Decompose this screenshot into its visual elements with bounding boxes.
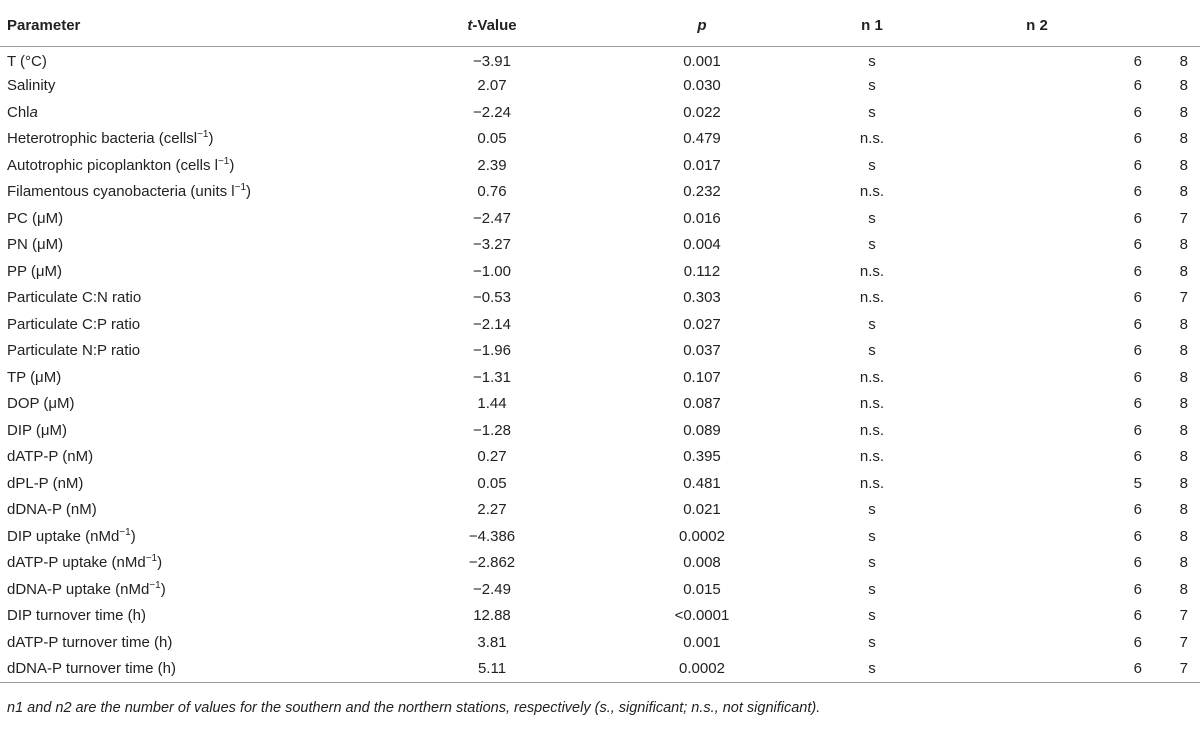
- cell-n2: 8: [1179, 368, 1188, 386]
- table-row: [0, 46, 1200, 73]
- cell-significance: n.s.: [859, 289, 885, 307]
- cell-t-value: −2.14: [473, 315, 511, 333]
- cell-n2: 8: [1179, 580, 1188, 598]
- table-row: [0, 126, 1200, 153]
- table-body: [0, 46, 1200, 682]
- table-row: [0, 497, 1200, 524]
- table-row: [0, 73, 1200, 100]
- header-parameter: Parameter: [0, 6, 392, 46]
- cell-t-value: 5.11: [392, 656, 592, 683]
- cell-parameter: Particulate C:N ratio: [7, 289, 142, 307]
- cell-n2: 7: [1142, 656, 1200, 683]
- cell-n2: 8: [1179, 53, 1188, 70]
- cell-p-value: 0.015: [683, 580, 721, 598]
- cell-n1: 6: [1133, 262, 1142, 280]
- cell-n1: 6: [1133, 554, 1142, 572]
- cell-parameter: Filamentous cyanobacteria (units $l^{-1}$): [7, 182, 252, 201]
- cell-n2: 8: [1179, 554, 1188, 572]
- cell-n1: 6: [1133, 448, 1142, 466]
- cell-p-value: 0.008: [683, 554, 721, 572]
- cell-n2: 8: [1179, 315, 1188, 333]
- cell-p-value: 0.022: [683, 103, 721, 121]
- cell-n1: 6: [1133, 183, 1142, 201]
- cell-n2: 7: [1179, 607, 1188, 625]
- cell-t-value: −1.96: [473, 342, 511, 360]
- cell-significance: s: [868, 342, 876, 360]
- cell-n1: 6: [1133, 342, 1142, 360]
- cell-n2: 8: [1179, 448, 1188, 466]
- table-row: [0, 232, 1200, 259]
- cell-n1: 6: [1133, 580, 1142, 598]
- cell-p-value: 0.037: [683, 342, 721, 360]
- cell-n1: 6: [1133, 209, 1142, 227]
- table-row: [0, 576, 1200, 603]
- cell-t-value: 0.27: [477, 448, 507, 466]
- cell-p-value: 0.089: [683, 421, 721, 439]
- cell-t-value: −3.27: [473, 236, 511, 254]
- cell-significance: n.s.: [859, 368, 885, 386]
- cell-significance: n.s.: [859, 130, 885, 148]
- table-row: [0, 285, 1200, 312]
- table-row: [0, 205, 1200, 232]
- cell-n1: 6: [1133, 53, 1142, 70]
- table-row: [0, 629, 1200, 656]
- cell-n2: 8: [1179, 183, 1188, 201]
- cell-p-value: 0.027: [683, 315, 721, 333]
- table-footnote: n1 and n2 are the number of values for the southern and the northern stations, respectively (s., significant; n.s., not significant).: [7, 700, 821, 716]
- cell-n1: 6: [1133, 315, 1142, 333]
- cell-significance: s: [868, 633, 876, 651]
- cell-p-value: 0.232: [683, 183, 721, 201]
- cell-p-value: 0.479: [683, 130, 721, 148]
- cell-p-value: 0.303: [683, 289, 721, 307]
- cell-n1: 6: [1133, 607, 1142, 625]
- cell-significance: s: [868, 501, 876, 519]
- header-blank: [1142, 6, 1200, 46]
- cell-t-value: 2.39: [477, 156, 507, 174]
- cell-n1: 6: [1133, 130, 1142, 148]
- cell-significance: s: [868, 607, 876, 625]
- cell-p-value: 0.395: [683, 448, 721, 466]
- cell-n2: 7: [1179, 633, 1188, 651]
- cell-significance: s: [868, 53, 876, 70]
- cell-p-value: 0.0002: [679, 527, 725, 545]
- cell-n1: 6: [1133, 368, 1142, 386]
- table-row: [0, 391, 1200, 418]
- table-header-row: [0, 6, 1200, 46]
- cell-significance: s: [812, 656, 932, 683]
- cell-significance: n.s.: [859, 395, 885, 413]
- cell-t-value: 3.81: [477, 633, 507, 651]
- cell-p-value: 0.001: [683, 53, 721, 70]
- cell-p-value: 0.016: [683, 209, 721, 227]
- cell-significance: s: [868, 77, 876, 95]
- cell-t-value: −2.49: [473, 580, 511, 598]
- cell-p-value: 0.004: [683, 236, 721, 254]
- cell-p-value: 0.021: [683, 501, 721, 519]
- cell-t-value: 0.05: [477, 474, 507, 492]
- cell-t-value: −4.386: [468, 527, 516, 545]
- cell-n2: 8: [1179, 501, 1188, 519]
- cell-parameter: TP (μM): [7, 368, 62, 386]
- header-n2: n 2: [932, 6, 1142, 46]
- cell-n1: 6: [1133, 156, 1142, 174]
- cell-t-value: −1.00: [473, 262, 511, 280]
- cell-parameter: dDNA-P uptake (nMd$^{-1}$): [7, 579, 166, 598]
- cell-n2: 8: [1179, 421, 1188, 439]
- cell-significance: n.s.: [859, 474, 885, 492]
- cell-significance: n.s.: [859, 262, 885, 280]
- cell-n2: 8: [1179, 77, 1188, 95]
- cell-n2: 8: [1179, 395, 1188, 413]
- cell-p-value: 0.017: [683, 156, 721, 174]
- cell-parameter: Heterotrophic bacteria (cellsl$^{-1}$): [7, 129, 214, 148]
- cell-n2: 8: [1179, 130, 1188, 148]
- cell-p-value: 0.001: [683, 633, 721, 651]
- cell-significance: s: [868, 315, 876, 333]
- cell-n1: 6: [1133, 633, 1142, 651]
- cell-t-value: 1.44: [477, 395, 507, 413]
- cell-n1: 6: [1133, 77, 1142, 95]
- table-row: [0, 311, 1200, 338]
- cell-significance: s: [868, 580, 876, 598]
- cell-significance: s: [868, 236, 876, 254]
- cell-n1: 6: [1133, 236, 1142, 254]
- cell-t-value: 2.07: [477, 77, 507, 95]
- cell-t-value: 2.27: [477, 501, 507, 519]
- cell-significance: s: [868, 554, 876, 572]
- cell-parameter: T (°C): [7, 53, 47, 70]
- table-row: [0, 99, 1200, 126]
- table-row: [0, 338, 1200, 365]
- cell-t-value: 0.05: [477, 130, 507, 148]
- cell-t-value: −1.28: [473, 421, 511, 439]
- cell-t-value: 0.76: [477, 183, 507, 201]
- cell-parameter: Particulate C:P ratio: [7, 315, 141, 333]
- cell-n1: 6: [1133, 421, 1142, 439]
- cell-n2: 8: [1179, 103, 1188, 121]
- cell-n1: 6: [1133, 289, 1142, 307]
- cell-parameter: dATP-P turnover time (h): [7, 633, 173, 651]
- cell-n2: 7: [1179, 289, 1188, 307]
- cell-n1: 5: [1133, 474, 1142, 492]
- cell-n1: 6: [1133, 103, 1142, 121]
- table-row: [0, 656, 1200, 683]
- cell-parameter: dPL-P (nM): [7, 474, 84, 492]
- statistics-table: [0, 6, 1200, 683]
- cell-n1: 6: [1133, 395, 1142, 413]
- cell-significance: n.s.: [859, 183, 885, 201]
- table-row: [0, 603, 1200, 630]
- cell-parameter: Chla: [7, 103, 38, 121]
- cell-p-value: 0.107: [683, 368, 721, 386]
- cell-significance: n.s.: [859, 448, 885, 466]
- cell-p-value: <0.0001: [674, 607, 730, 625]
- cell-parameter: dATP-P (nM): [7, 448, 94, 466]
- cell-p-value: 0.112: [683, 262, 721, 280]
- cell-parameter: PP (μM): [7, 262, 63, 280]
- cell-t-value: 12.88: [473, 607, 511, 625]
- table-row: [0, 417, 1200, 444]
- cell-parameter: DIP turnover time (h): [7, 607, 146, 625]
- cell-t-value: −2.862: [468, 554, 516, 572]
- table-row: [0, 550, 1200, 577]
- cell-n2: 8: [1179, 342, 1188, 360]
- header-n1: n 1: [812, 6, 932, 46]
- cell-n2: 8: [1179, 156, 1188, 174]
- cell-parameter: DIP uptake (nMd$^{-1}$): [7, 526, 136, 545]
- cell-p-value: 0.481: [683, 474, 721, 492]
- cell-t-value: −3.91: [473, 53, 511, 70]
- header-p: [592, 6, 812, 46]
- cell-p-value: 0.087: [683, 395, 721, 413]
- header-p-italic: p: [697, 17, 707, 35]
- cell-n1: 6: [1133, 527, 1142, 545]
- cell-parameter: dDNA-P turnover time (h): [0, 656, 392, 683]
- header-t-value: [392, 6, 592, 46]
- cell-n1: 6: [932, 656, 1142, 683]
- header-t-suffix: -Value: [472, 17, 517, 35]
- cell-significance: n.s.: [859, 421, 885, 439]
- cell-parameter: Particulate N:P ratio: [7, 342, 141, 360]
- cell-significance: s: [868, 527, 876, 545]
- cell-parameter: DIP (μM): [7, 421, 68, 439]
- table-row: [0, 444, 1200, 471]
- cell-n2: 8: [1179, 527, 1188, 545]
- cell-p-value: 0.030: [683, 77, 721, 95]
- cell-parameter: dDNA-P (nM): [7, 501, 97, 519]
- cell-t-value: −0.53: [473, 289, 511, 307]
- cell-t-value: −2.24: [473, 103, 511, 121]
- header-t-italic: t: [467, 17, 473, 35]
- cell-n2: 7: [1179, 209, 1188, 227]
- cell-n1: 6: [1133, 501, 1142, 519]
- table-row: [0, 470, 1200, 497]
- cell-parameter: PC (μM): [7, 209, 64, 227]
- cell-parameter: DOP (μM): [7, 395, 75, 413]
- cell-significance: s: [868, 209, 876, 227]
- table-row: [0, 152, 1200, 179]
- table-row: [0, 179, 1200, 206]
- table-row: [0, 523, 1200, 550]
- cell-t-value: −2.47: [473, 209, 511, 227]
- cell-significance: s: [868, 156, 876, 174]
- cell-parameter: PN (μM): [7, 236, 64, 254]
- table-row: [0, 364, 1200, 391]
- cell-parameter: dATP-P uptake (nMd$^{-1}$): [7, 553, 163, 572]
- cell-significance: s: [868, 103, 876, 121]
- cell-n2: 8: [1179, 262, 1188, 280]
- cell-n2: 8: [1179, 474, 1188, 492]
- cell-n2: 8: [1179, 236, 1188, 254]
- cell-parameter: Salinity: [7, 77, 56, 95]
- table-row: [0, 258, 1200, 285]
- cell-t-value: −1.31: [473, 368, 511, 386]
- cell-parameter: Autotrophic picoplankton (cells $l^{-1}$): [7, 155, 235, 174]
- cell-p-value: 0.0002: [592, 656, 812, 683]
